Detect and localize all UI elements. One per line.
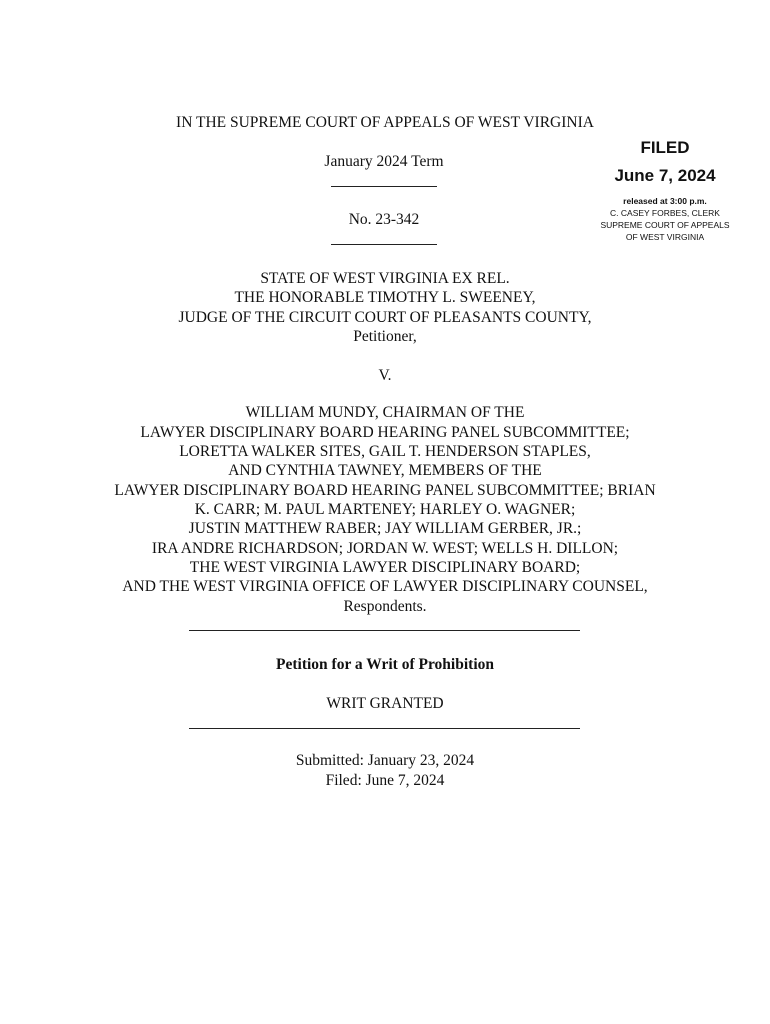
respondent-line: LAWYER DISCIPLINARY BOARD HEARING PANEL SUBCOMMITTEE; — [140, 424, 630, 441]
stamp-court-line2: OF WEST VIRGINIA — [625, 232, 705, 242]
court-title: IN THE SUPREME COURT OF APPEALS OF WEST VIRGINIA — [176, 114, 594, 131]
respondent-line: JUSTIN MATTHEW RABER; JAY WILLIAM GERBER, JR.; — [188, 520, 582, 537]
respondent-line: WILLIAM MUNDY, CHAIRMAN OF THE — [245, 404, 525, 421]
respondent-line: LORETTA WALKER SITES, GAIL T. HENDERSON STAPLES, — [179, 443, 591, 460]
stamp-filed: FILED — [640, 138, 690, 157]
disposition-divider — [189, 728, 580, 729]
term-divider — [331, 186, 437, 187]
stamp-released: released at 3:00 p.m. — [623, 196, 707, 206]
stamp-date: June 7, 2024 — [614, 166, 716, 185]
respondent-line: AND THE WEST VIRGINIA OFFICE OF LAWYER DISCIPLINARY COUNSEL, — [122, 578, 648, 595]
filed-date: Filed: June 7, 2024 — [325, 772, 445, 789]
respondent-line: IRA ANDRE RICHARDSON; JORDAN W. WEST; WELLS H. DILLON; — [151, 540, 619, 557]
case-number-divider — [331, 244, 437, 245]
filed-stamp — [590, 137, 740, 243]
disposition: WRIT GRANTED — [326, 695, 444, 712]
stamp-court-line1: SUPREME COURT OF APPEALS — [600, 220, 730, 230]
term: January 2024 Term — [324, 153, 444, 170]
petitioner-line: STATE OF WEST VIRGINIA EX REL. — [260, 270, 510, 287]
respondent-line: AND CYNTHIA TAWNEY, MEMBERS OF THE — [228, 462, 542, 479]
petitioner-line: JUDGE OF THE CIRCUIT COURT OF PLEASANTS COUNTY, — [178, 309, 592, 326]
versus: V. — [378, 367, 392, 384]
respondent-line: LAWYER DISCIPLINARY BOARD HEARING PANEL SUBCOMMITTEE; BRIAN — [114, 482, 656, 499]
proceeding-title: Petition for a Writ of Prohibition — [276, 656, 494, 673]
petitioner-role: Petitioner, — [353, 328, 417, 345]
submitted-date: Submitted: January 23, 2024 — [295, 752, 475, 769]
respondent-role: Respondents. — [343, 598, 427, 615]
respondent-line: K. CARR; M. PAUL MARTENEY; HARLEY O. WAGNER; — [194, 501, 576, 518]
respondents-divider — [189, 630, 580, 631]
petitioner-line: THE HONORABLE TIMOTHY L. SWEENEY, — [234, 289, 536, 306]
case-number: No. 23-342 — [348, 211, 420, 228]
respondent-line: THE WEST VIRGINIA LAWYER DISCIPLINARY BOARD; — [189, 559, 581, 576]
stamp-clerk: C. CASEY FORBES, CLERK — [610, 208, 720, 218]
